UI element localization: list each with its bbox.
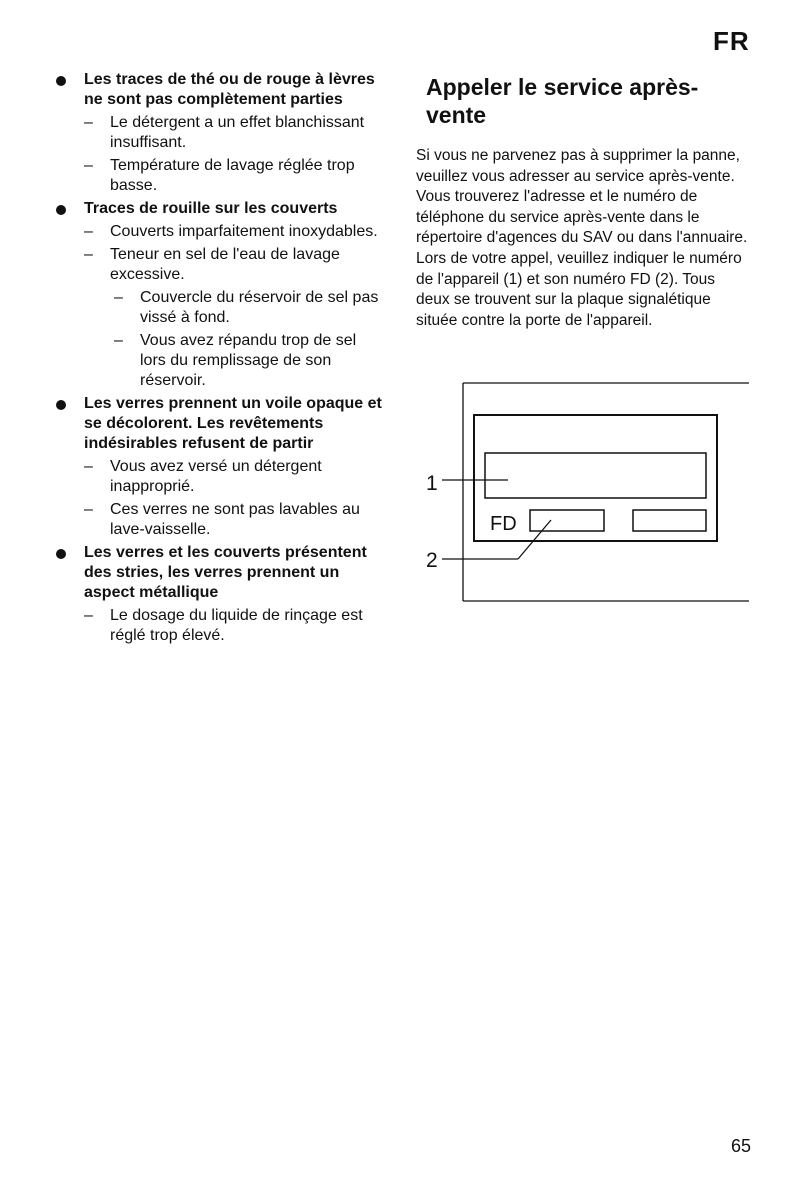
bullet-item [52, 70, 382, 196]
cause-item: – Vous avez versé un détergent inapproprié. [84, 457, 382, 497]
callout-label-1: 1 [426, 472, 438, 495]
troubleshooting-list [52, 70, 382, 649]
rating-plate-figure [416, 382, 749, 604]
cause-item: – Teneur en sel de l'eau de lavage excessive. [84, 245, 382, 285]
language-code: FR [713, 26, 750, 56]
bullet-item [52, 199, 382, 391]
callout-line-2-diagonal [518, 520, 551, 559]
bullet-item [52, 394, 382, 540]
bullet-title: Traces de rouille sur les couverts [84, 200, 338, 217]
bullet-title: Les verres prennent un voile opaque et se décolorent. Les revêtements indésirables refusent de partir [84, 395, 382, 452]
bullet-dot [56, 549, 66, 559]
sub-cause-item: – Vous avez répandu trop de sel lors du remplissage de son réservoir. [114, 331, 382, 391]
bullet-dot [56, 400, 66, 410]
cause-item: – Le détergent a un effet blanchissant insuffisant. [84, 113, 382, 153]
fd-number-field [530, 510, 604, 531]
bullet-item [52, 543, 382, 646]
callout-label-2: 2 [426, 549, 438, 572]
section-heading: Appeler le service après-vente [426, 74, 699, 128]
extra-field [633, 510, 706, 531]
service-paragraph: Si vous ne parvenez pas à supprimer la panne, veuillez vous adresser au service après-vente. Vous trouverez l'adresse et le numéro de téléphone du service après-vente dans le répertoire d'agences du SAV ou dans l'annuaire. Lors de votre appel, veuillez indiquer le numéro de l'appareil (1) et son numéro FD (2). Tous deux se trouvent sur la plaque signalétique située contre la porte de l'appareil. [416, 147, 748, 329]
page-number: 65 [731, 1136, 752, 1156]
appliance-number-field [485, 453, 706, 498]
fd-label: FD [490, 513, 517, 535]
rating-plate-diagram [416, 382, 749, 604]
cause-item: – Température de lavage réglée trop basse. [84, 156, 382, 196]
bullet-dot [56, 76, 66, 86]
sub-cause-list [88, 288, 382, 391]
bullet-dot [56, 205, 66, 215]
bullet-title: Les traces de thé ou de rouge à lèvres ne sont pas complètement parties [84, 71, 375, 108]
cause-item: – Ces verres ne sont pas lavables au lave-vaisselle. [84, 500, 382, 540]
bullet-title: Les verres et les couverts présentent des stries, les verres prennent un aspect métallique [84, 544, 367, 601]
cause-item: – Le dosage du liquide de rinçage est réglé trop élevé. [84, 606, 382, 646]
sub-cause-item: – Couvercle du réservoir de sel pas vissé à fond. [114, 288, 382, 328]
cause-item: – Couverts imparfaitement inoxydables. [84, 222, 382, 242]
